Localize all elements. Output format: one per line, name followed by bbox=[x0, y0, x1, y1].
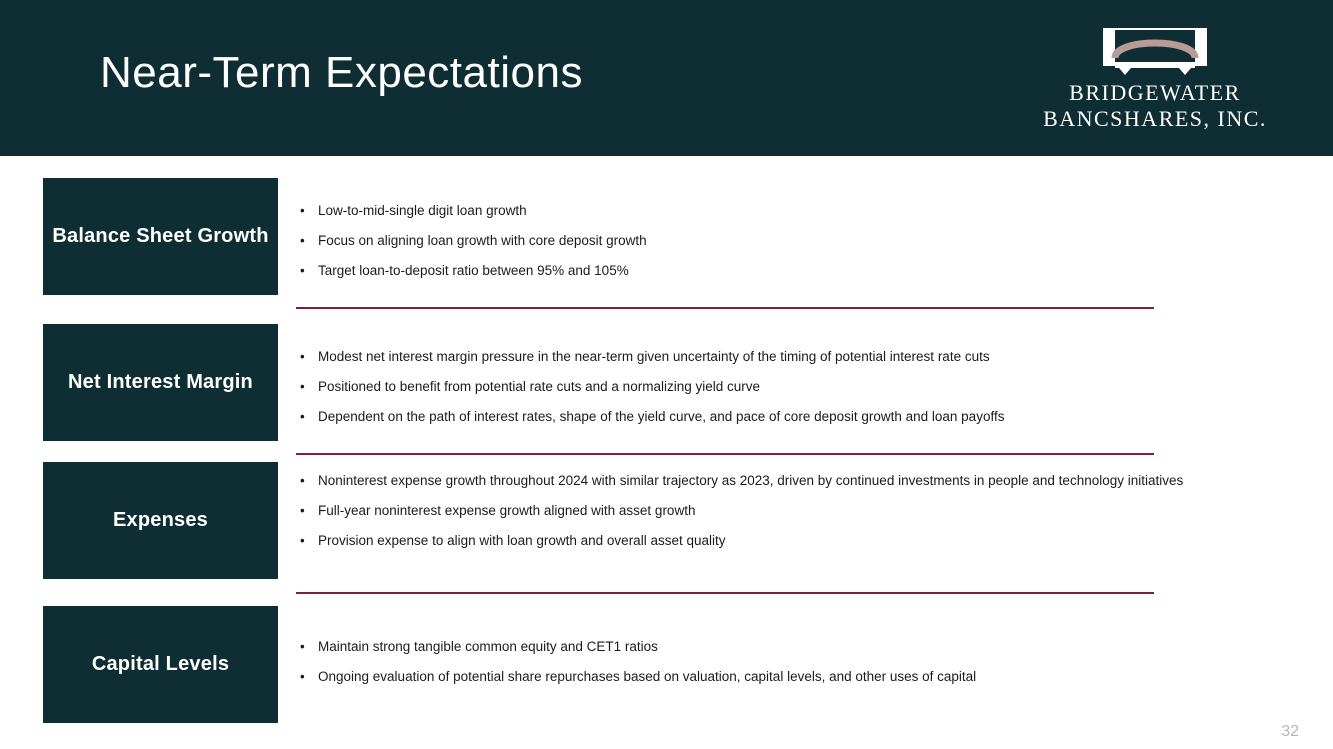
list-item: • Noninterest expense growth throughout 2024 with similar trajectory as 2023, driven by continued investments in people and technology initiatives bbox=[296, 472, 1196, 490]
section-label-balance-sheet-growth: Balance Sheet Growth bbox=[43, 178, 278, 295]
section-bullets-capital-levels bbox=[296, 638, 1196, 686]
list-item: • Modest net interest margin pressure in the near-term given uncertainty of the timing of potential interest rate cuts bbox=[296, 348, 1196, 366]
slide-header bbox=[0, 0, 1333, 156]
list-item: • Dependent on the path of interest rates, shape of the yield curve, and pace of core deposit growth and loan payoffs bbox=[296, 408, 1196, 426]
list-item: • Positioned to benefit from potential rate cuts and a normalizing yield curve bbox=[296, 378, 1196, 396]
section-label-capital-levels: Capital Levels bbox=[43, 606, 278, 723]
section-label-net-interest-margin: Net Interest Margin bbox=[43, 324, 278, 441]
list-item: • Target loan-to-deposit ratio between 95% and 105% bbox=[296, 262, 1196, 280]
list-item: • Focus on aligning loan growth with core deposit growth bbox=[296, 232, 1196, 250]
list-item: • Low-to-mid-single digit loan growth bbox=[296, 202, 1196, 220]
section-bullets-net-interest-margin bbox=[296, 348, 1196, 427]
list-item: • Ongoing evaluation of potential share repurchases based on valuation, capital levels, and other uses of capital bbox=[296, 668, 1196, 686]
list-item: • Full-year noninterest expense growth aligned with asset growth bbox=[296, 502, 1196, 520]
section-divider bbox=[296, 307, 1154, 309]
logo-line-1: BRIDGEWATER bbox=[1069, 80, 1241, 105]
section-label-expenses: Expenses bbox=[43, 462, 278, 579]
section-divider bbox=[296, 592, 1154, 594]
section-bullets-expenses bbox=[296, 472, 1196, 551]
bridgewater-bridge-logo-icon bbox=[1085, 18, 1225, 78]
list-item: • Maintain strong tangible common equity and CET1 ratios bbox=[296, 638, 1196, 656]
section-bullets-balance-sheet-growth bbox=[296, 202, 1196, 281]
logo-wordmark bbox=[1025, 80, 1285, 132]
list-item: • Provision expense to align with loan growth and overall asset quality bbox=[296, 532, 1196, 550]
page-title: Near-Term Expectations bbox=[100, 48, 583, 97]
slide-body bbox=[0, 156, 1333, 749]
company-logo bbox=[1025, 18, 1285, 138]
section-divider bbox=[296, 453, 1154, 455]
logo-line-2: BANCSHARES, INC. bbox=[1043, 105, 1267, 131]
page-number: 32 bbox=[1281, 723, 1299, 740]
